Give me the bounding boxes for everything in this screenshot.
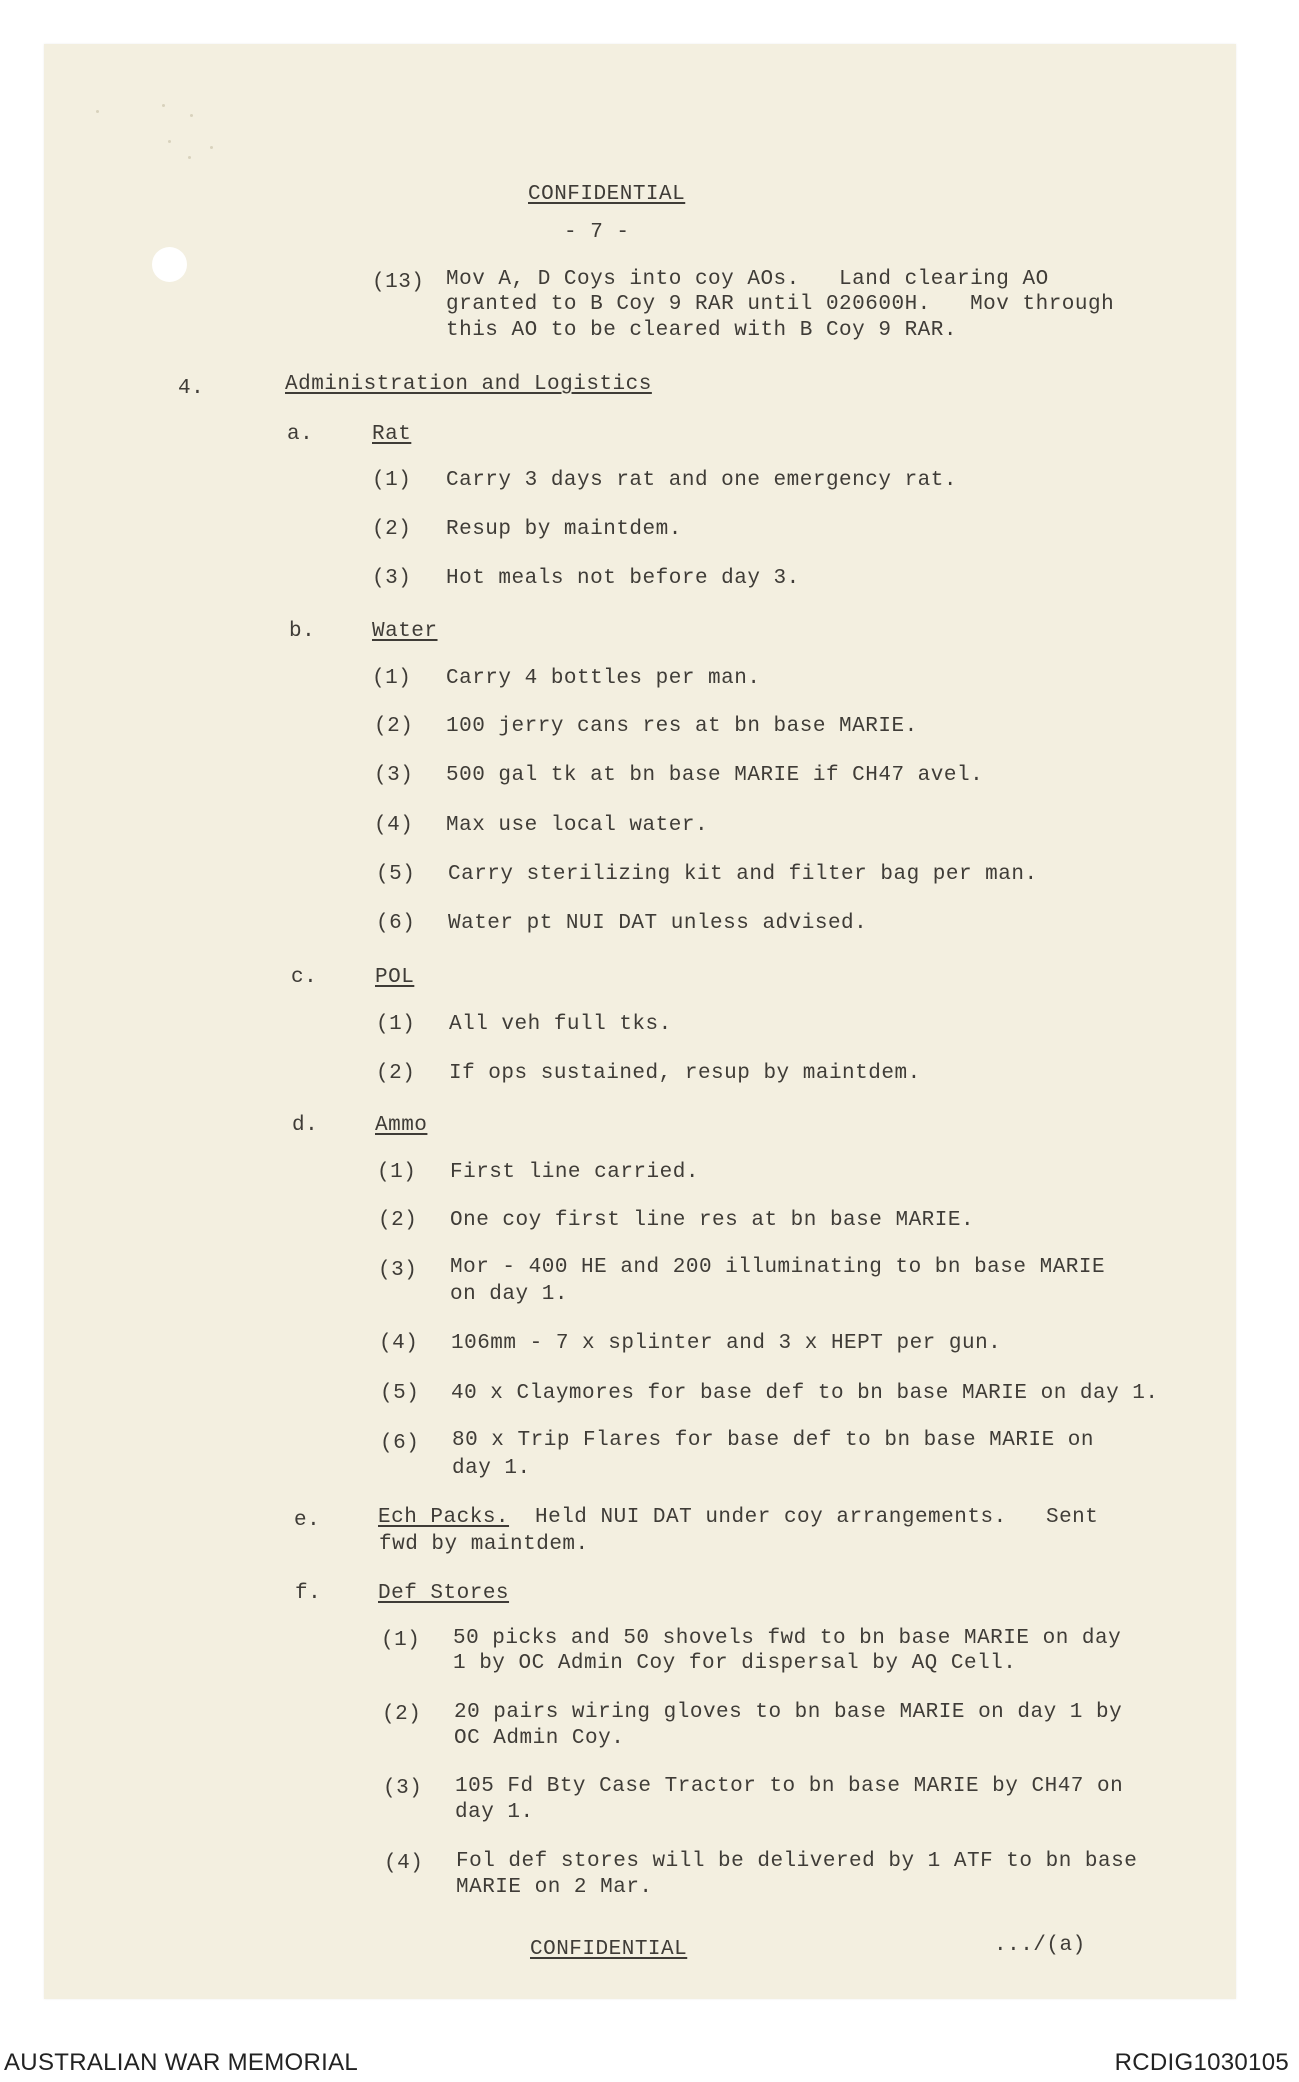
section-number: 4. xyxy=(178,377,205,400)
item-number: (1) xyxy=(381,1629,421,1652)
item-text: on day 1. xyxy=(450,1283,568,1306)
item-number: (5) xyxy=(376,863,416,886)
archive-name: AUSTRALIAN WAR MEMORIAL xyxy=(4,2049,359,2076)
classification-header: CONFIDENTIAL xyxy=(528,183,686,206)
para-13-line: granted to B Coy 9 RAR until 020600H. Mov through xyxy=(446,293,1115,316)
item-text: Max use local water. xyxy=(446,814,709,837)
item-text: Mor - 400 HE and 200 illuminating to bn base MARIE xyxy=(450,1256,1106,1279)
subsection-title: Def Stores xyxy=(378,1582,510,1605)
subsection-title: Rat xyxy=(372,423,412,446)
item-text: Carry sterilizing kit and filter bag per man. xyxy=(448,863,1038,886)
subsection-text: fwd by maintdem. xyxy=(379,1533,589,1556)
item-number: (4) xyxy=(384,1852,424,1875)
item-text: First line carried. xyxy=(450,1161,699,1184)
subsection-letter: b. xyxy=(289,620,316,643)
section-title: Administration and Logistics xyxy=(285,373,652,396)
item-text: 80 x Trip Flares for base def to bn base MARIE on xyxy=(452,1429,1095,1452)
subsection-text: Held NUI DAT under coy arrangements. Sent xyxy=(535,1506,1099,1529)
subsection-letter: d. xyxy=(292,1114,319,1137)
item-text: Carry 4 bottles per man. xyxy=(446,667,761,690)
item-number: (3) xyxy=(383,1777,423,1800)
classification-footer: CONFIDENTIAL xyxy=(530,1938,688,1961)
page-number: - 7 - xyxy=(564,221,630,244)
item-number: (1) xyxy=(377,1161,417,1184)
item-text: 50 picks and 50 shovels fwd to bn base MARIE on day xyxy=(453,1627,1122,1650)
punch-hole xyxy=(152,247,187,282)
item-text: All veh full tks. xyxy=(449,1013,672,1036)
item-text: MARIE on 2 Mar. xyxy=(456,1876,653,1899)
item-text: 105 Fd Bty Case Tractor to bn base MARIE by CH47 on xyxy=(455,1775,1124,1798)
item-text: 40 x Claymores for base def to bn base MARIE on day 1. xyxy=(451,1382,1159,1405)
item-number: (2) xyxy=(372,518,412,541)
paper-speck xyxy=(190,114,193,117)
item-text: 106mm - 7 x splinter and 3 x HEPT per gun. xyxy=(451,1332,1002,1355)
item-text: 20 pairs wiring gloves to bn base MARIE on day 1 by xyxy=(454,1701,1123,1724)
item-text: 100 jerry cans res at bn base MARIE. xyxy=(446,715,918,738)
item-text: Resup by maintdem. xyxy=(446,518,682,541)
item-number: (6) xyxy=(376,912,416,935)
paper-speck xyxy=(162,104,165,107)
subsection-letter: a. xyxy=(287,423,314,446)
continuation-marker: .../(a) xyxy=(994,1934,1086,1957)
item-text: Fol def stores will be delivered by 1 ATF to bn base xyxy=(456,1850,1138,1873)
item-number: (2) xyxy=(376,1062,416,1085)
item-text: day 1. xyxy=(452,1457,531,1480)
item-text: day 1. xyxy=(455,1801,534,1824)
item-number: (4) xyxy=(374,814,414,837)
item-text: Carry 3 days rat and one emergency rat. xyxy=(446,469,957,492)
subsection-title: Ammo xyxy=(375,1114,428,1137)
item-text: Hot meals not before day 3. xyxy=(446,567,800,590)
item-number: (1) xyxy=(372,469,412,492)
item-number: (4) xyxy=(379,1332,419,1355)
item-number: (3) xyxy=(372,567,412,590)
subsection-letter: e. xyxy=(294,1509,321,1532)
item-text: OC Admin Coy. xyxy=(454,1727,625,1750)
paper-speck xyxy=(168,140,171,143)
item-number: (1) xyxy=(372,667,412,690)
para-13-line: this AO to be cleared with B Coy 9 RAR. xyxy=(446,319,957,342)
paper-speck xyxy=(210,146,213,149)
item-number: (6) xyxy=(380,1432,420,1455)
item-text: 1 by OC Admin Coy for dispersal by AQ Cell. xyxy=(453,1652,1017,1675)
item-number: (5) xyxy=(380,1382,420,1405)
item-text: Water pt NUI DAT unless advised. xyxy=(448,912,868,935)
paper-speck xyxy=(188,156,191,159)
para-13-line: Mov A, D Coys into coy AOs. Land clearing AO xyxy=(446,268,1049,291)
item-number: (1) xyxy=(376,1013,416,1036)
paper-speck xyxy=(96,110,99,113)
item-number: (3) xyxy=(374,764,414,787)
item-text: If ops sustained, resup by maintdem. xyxy=(449,1062,921,1085)
item-text: 500 gal tk at bn base MARIE if CH47 avel. xyxy=(446,764,984,787)
subsection-letter: f. xyxy=(295,1582,322,1605)
subsection-title: Ech Packs. xyxy=(378,1506,510,1529)
item-number: (3) xyxy=(378,1259,418,1282)
item-text: One coy first line res at bn base MARIE. xyxy=(450,1209,975,1232)
para-13-number: (13) xyxy=(372,271,425,294)
subsection-title: POL xyxy=(375,966,415,989)
item-number: (2) xyxy=(378,1209,418,1232)
subsection-letter: c. xyxy=(291,966,318,989)
item-number: (2) xyxy=(382,1703,422,1726)
item-number: (2) xyxy=(374,715,414,738)
subsection-title: Water xyxy=(372,620,438,643)
archive-id: RCDIG1030105 xyxy=(1114,2049,1289,2076)
